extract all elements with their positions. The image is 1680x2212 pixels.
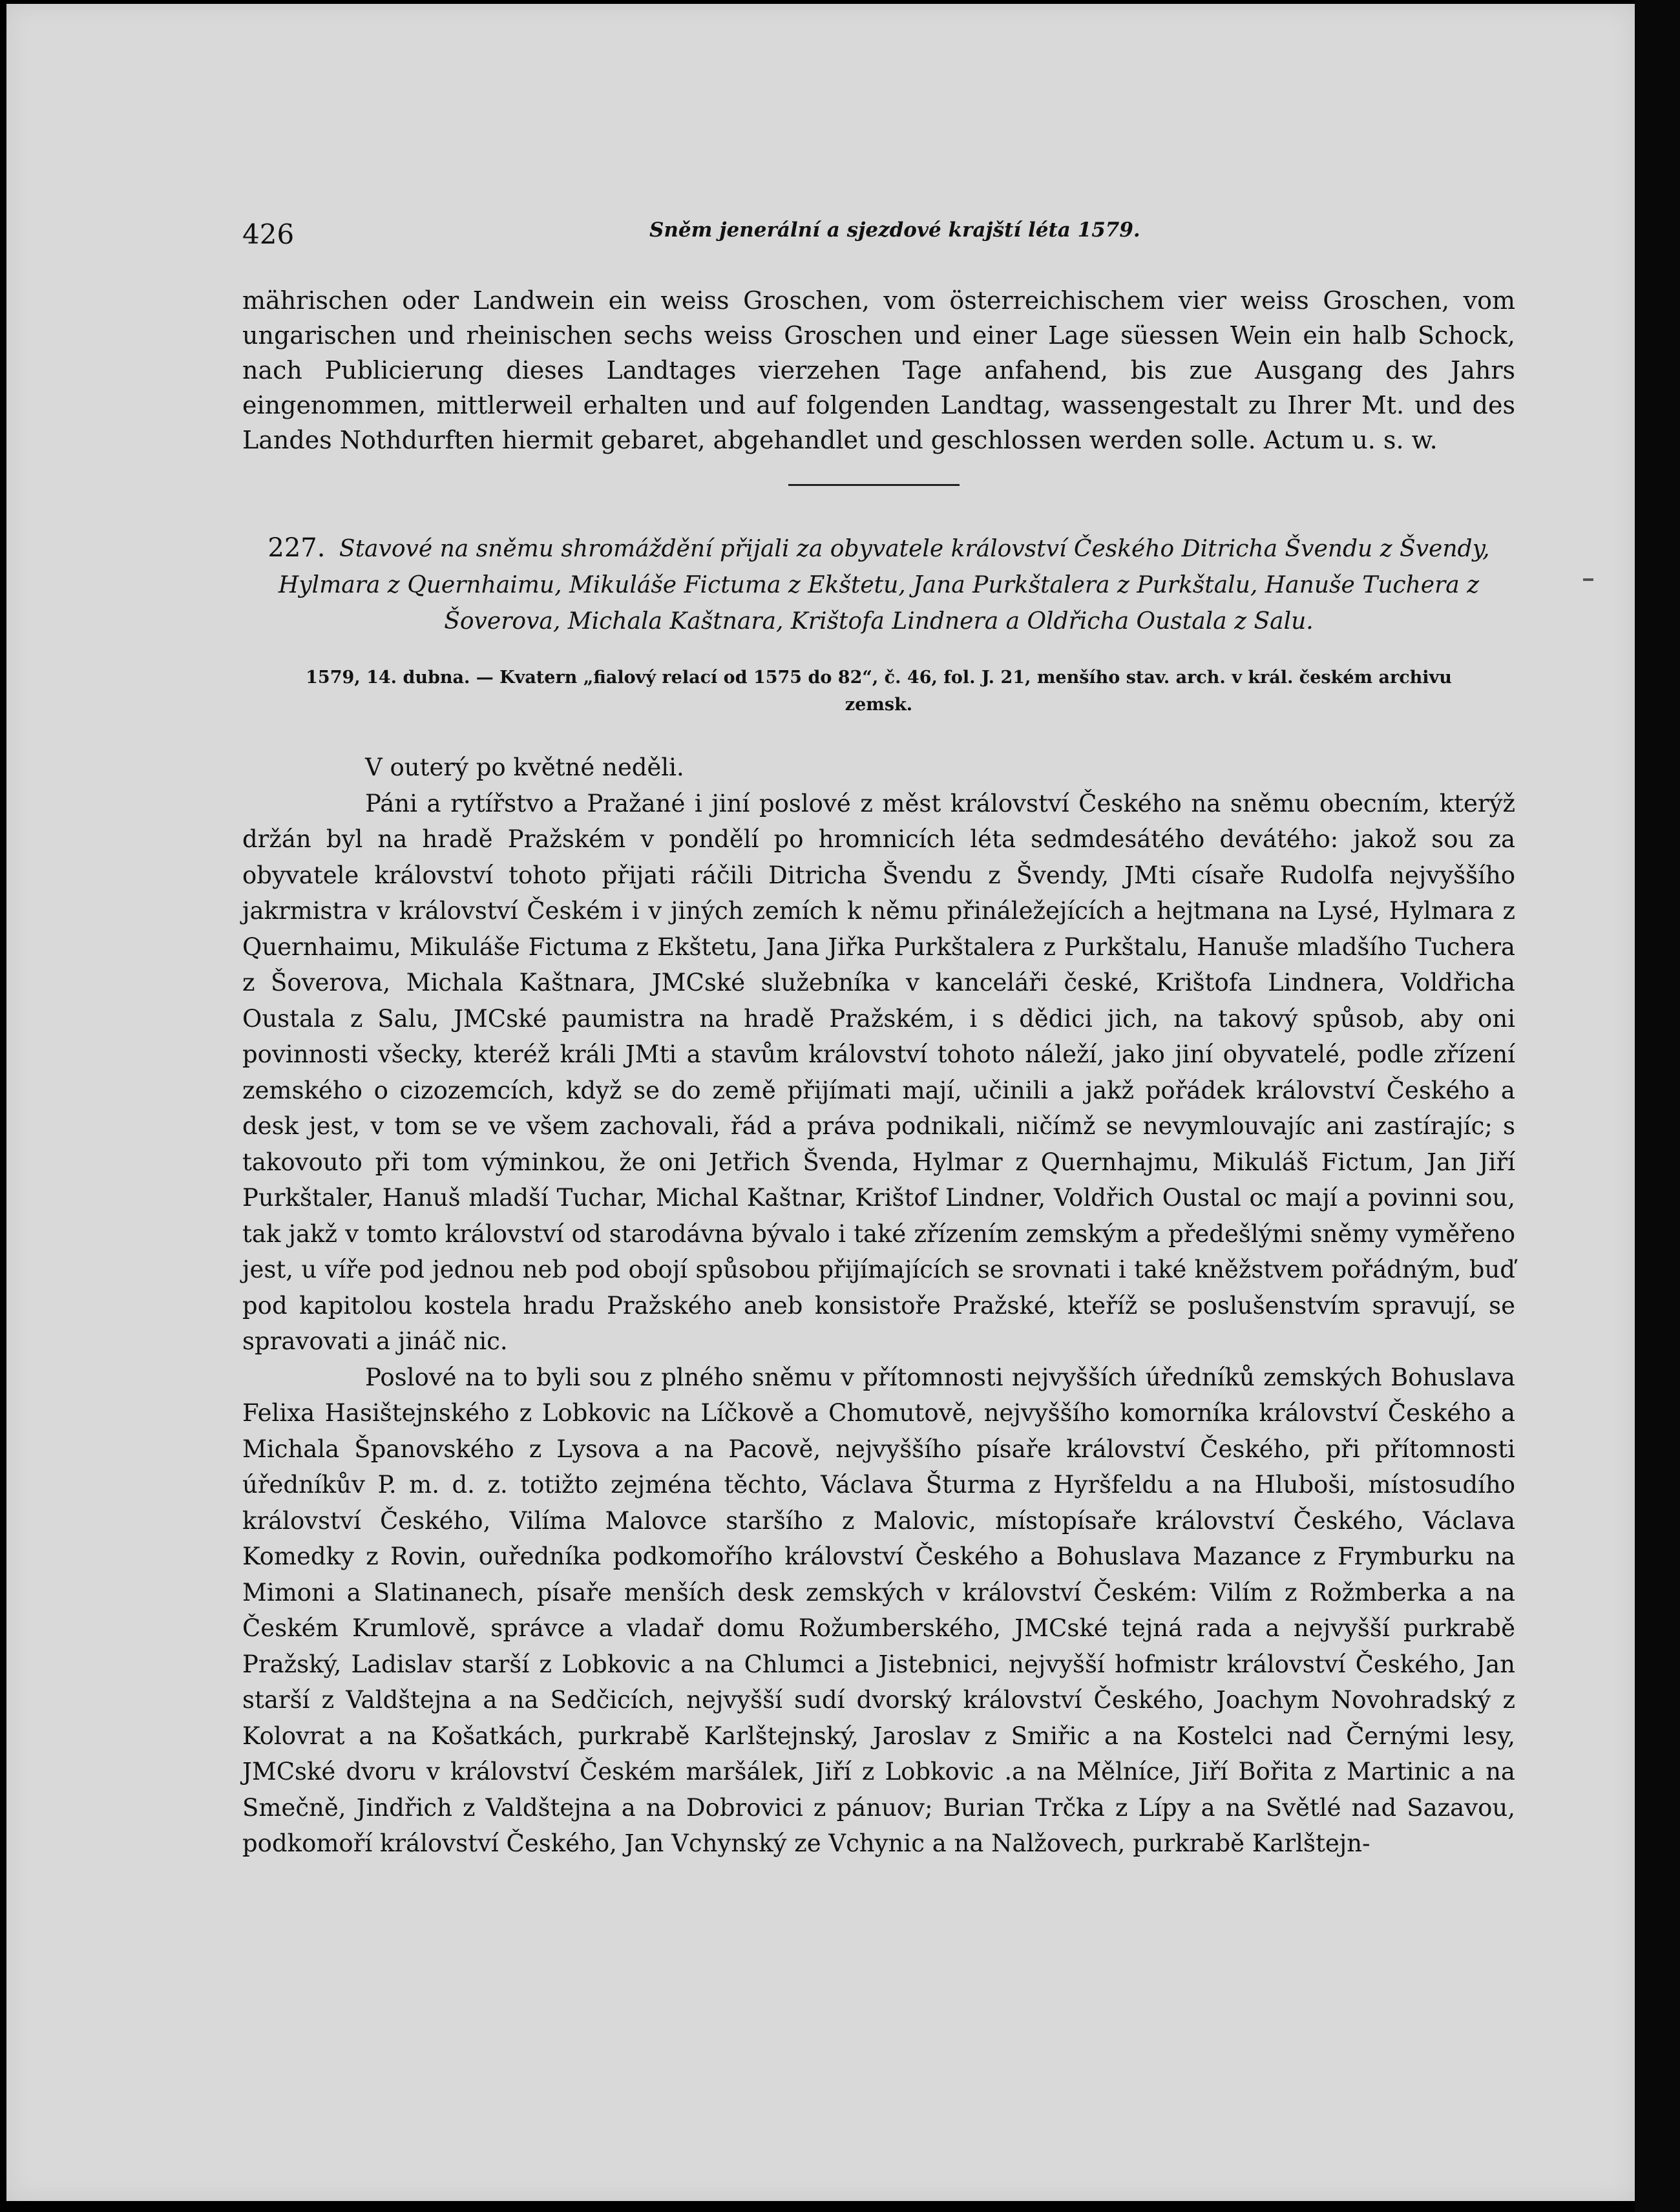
german-paragraph: mährischen oder Landwein ein weiss Groschen, vom österreichischem vier weiss Groschen, vom ungarischen und rheinischen sechs weiss Groschen und einer Lage süessen Wein ein halb Schock, nach Publicierung dieses Landtages vierzehen Tage anfahend, bis zue Ausgang des Jahrs eingenommen, mittlerweil erhalten und auf folgenden Landtag, wassengestalt zu Ihrer Mt. und des Landes Nothdurften hiermit gebaret, abgehandlet und geschlossen werden solle. Actum u. s. w. xyxy=(242,286,1515,454)
document-heading xyxy=(242,530,1515,640)
dateline: V outerý po květné neděli. xyxy=(365,753,684,781)
section-divider xyxy=(788,484,960,486)
document-number: 227. xyxy=(268,533,326,563)
body-paragraph-1: Páni a rytířstvo a Pražané i jiní poslové z měst království Českého na sněmu obecním, kterýž držán byl na hradě Pražském v pondělí po hromnicích léta sedmdesátého devátého: jakož sou za obyvatele království tohoto přijati ráčili Ditricha Švendu z Švendy, JMti císaře Rudolfa nejvyššího jakrmistra v království Českém i v jiných zemích k němu přináležejících a hejtmana na Lysé, Hylmara z Quernhaimu, Mikuláše Fictuma z Ekštetu, Jana Jiřka Purkštalera z Purkštalu, Hanuše mladšího Tuchera z Šoverova, Michala Kaštnara, JMCské služebníka v kanceláři české, Krištofa Lindnera, Voldřicha Oustala z Salu, JMCské paumistra na hradě Pražském, i s dědici jich, na takový spůsob, aby oni povinnosti všecky, kteréž králi JMti a stavům království tohoto náleží, jako jiní obyvatelé, podle zřízení zemského o cizozemcích, když se do země přijímati mají, učinili a jakž pořádek království Českého a desk jest, v tom se ve všem zachovali, řád a práva podnikali, ničímž se nevymlouvajíc ani zastírajíc; s takovouto při tom výminkou, že oni Jetřich Švenda, Hylmar z Quernhajmu, Mikuláš Fictum, Jan Jiří Purkštaler, Hanuš mladší Tuchar, Michal Kaštnar, Krištof Lindner, Voldřich Oustal oc mají a povinni sou, tak jakž v tomto království od starodávna bývalo i také zřízením zemským a předešlými sněmy vyměřeno jest, u víře pod jednou neb pod obojí spůsobou přijímajících se srovnati i také kněžstvem pořádným, buď pod kapitolou kostela hradu Pražského aneb konsistoře Pražské, kteříž se poslušenstvím spravují, se spravovati a jináč nic. xyxy=(242,789,1515,1355)
page-header xyxy=(236,213,1270,252)
document-title: Stavové na sněmu shromáždění přijali za obyvatele království Českého Ditricha Švendu z Švendy, Hylmara z Quernhaimu, Mikuláše Fictuma z Ekštetu, Jana Purkštalera z Purkštalu, Hanuše Tuchera z Šoverova, Michala Kaštnara, Krištofa Lindnera a Oldřicha Oustala z Salu. xyxy=(278,536,1490,635)
document-body xyxy=(242,750,1515,1862)
margin-mark xyxy=(1583,578,1593,581)
running-title: Sněm jenerální a sjezdové krajští léta 1579. xyxy=(649,218,1140,242)
source-citation: 1579, 14. dubna. — Kvatern „fialový relací od 1575 do 82“, č. 46, fol. J. 21, menšího stav. arch. v král. českém archivu zemsk. xyxy=(306,668,1452,715)
page-number: 426 xyxy=(242,218,295,250)
body-paragraph-2: Poslové na to byli sou z plného sněmu v přítomnosti nejvyšších úředníků zemských Bohuslava Felixa Hasištejnského z Lobkovic na Líčkově a Chomutově, nejvyššího komorníka království Českého a Michala Španovského z Lysova a na Pacově, nejvyššího písaře království Českého, při přítomnosti úředníkův P. m. d. z. totižto zejména těchto, Václava Šturma z Hyršfeldu a na Hluboši, místosudího království Českého, Vilíma Malovce staršího z Malovic, místopísaře království Českého, Václava Komedky z Rovin, ouředníka podkomořího království Českého a Bohuslava Mazance z Frymburku na Mimoni a Slatinanech, písaře menších desk zemských v království Českém: Vilím z Rožmberka a na Českém Krumlově, správce a vladař domu Rožumberského, JMCské tejná rada a nejvyšší purkrabě Pražský, Ladislav starší z Lobkovic a na Chlumci a Jistebnici, nejvyšší hofmistr království Českého, Jan starší z Valdštejna a na Sedčicích, nejvyšší sudí dvorský království Českého, Joachym Novohradský z Kolovrat a na Košatkách, purkrabě Karlštejnský, Jaroslav z Smiřic a na Kostelci nad Černými lesy, JMCské dvoru v království Českém maršálek, Jiří z Lobkovic .a na Mělníce, Jiří Bořita z Martinic a na Smečně, Jindřich z Valdštejna a na Dobrovici z pánuov; Burian Trčka z Lípy a na Světlé nad Sazavou, podkomoří království Českého, Jan Vchynský ze Vchynic a na Nalžovech, purkrabě Karlštejn- xyxy=(242,1363,1515,1857)
book-spine-shadow xyxy=(1635,0,1680,2212)
